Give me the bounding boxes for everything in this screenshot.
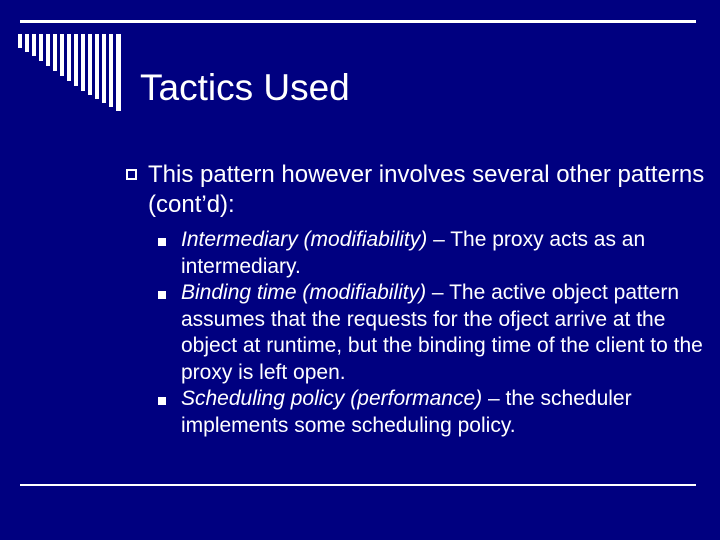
top-rule (20, 20, 696, 23)
subbullet-description: – The proxy acts as an intermediary. (181, 228, 646, 278)
subbullet-description: – The active object pattern assumes that the requests for the ofject arrive at the object at runtime, but the binding time of the client to the proxy is left open. (181, 281, 703, 384)
filled-square-icon (158, 291, 166, 299)
slide-title: Tactics Used (140, 67, 350, 108)
bullet-main-text: This pattern however involves several other patterns (cont’d): (148, 161, 705, 218)
subbullet-list (158, 227, 718, 439)
subbullet-term: Binding time (modifiability) (181, 281, 427, 304)
subbullet-item (158, 280, 718, 386)
bullet-main (126, 160, 706, 220)
bottom-rule (20, 484, 696, 486)
hollow-square-icon (126, 169, 137, 180)
subbullet-item (158, 386, 718, 439)
subbullet-description: – the scheduler implements some scheduling policy. (181, 387, 632, 437)
filled-square-icon (158, 397, 166, 405)
subbullet-term: Intermediary (modifiability) (181, 228, 428, 251)
subbullet-term: Scheduling policy (performance) (181, 387, 483, 410)
subbullet-item (158, 227, 718, 280)
filled-square-icon (158, 238, 166, 246)
